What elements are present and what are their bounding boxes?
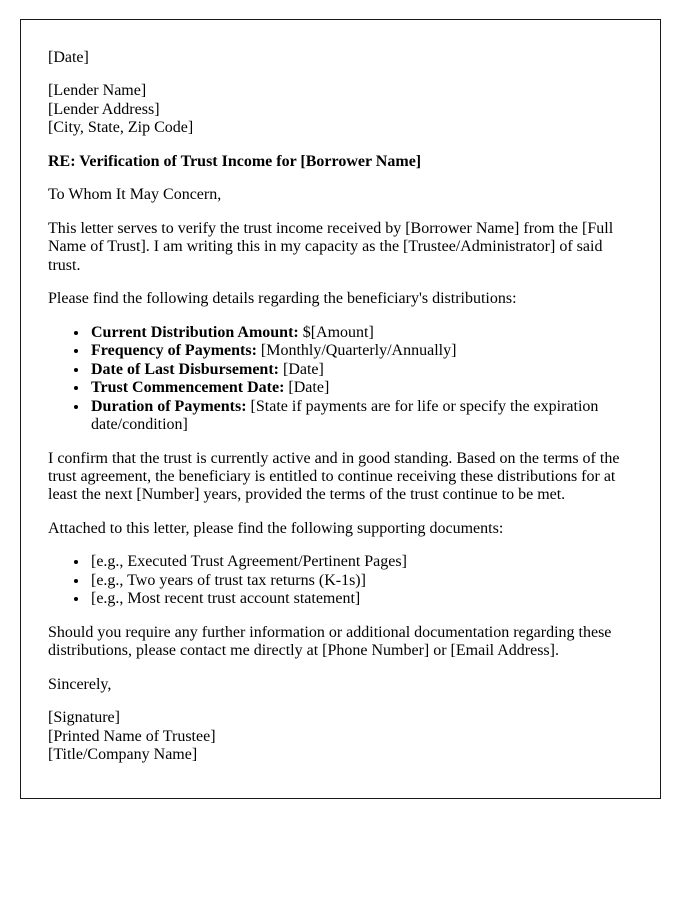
detail-label: Date of Last Disbursement: <box>91 360 279 378</box>
printed-name-line: [Printed Name of Trustee] <box>48 727 216 745</box>
list-item <box>89 553 634 571</box>
closing: Sincerely, <box>48 675 112 693</box>
attachment-item: [e.g., Two years of trust tax returns (K-1s)] <box>91 571 366 589</box>
detail-value: [Monthly/Quarterly/Annually] <box>260 342 457 360</box>
signature-block <box>48 709 634 764</box>
detail-value: [Date] <box>288 379 330 397</box>
detail-value: [Date] <box>282 360 324 378</box>
salutation: To Whom It May Concern, <box>48 186 222 204</box>
attachments-lead: Attached to this letter, please find the following supporting documents: <box>48 519 504 537</box>
recipient-address: [Lender Address] <box>48 100 160 118</box>
date-line: [Date] <box>48 49 89 66</box>
detail-label: Duration of Payments: <box>91 397 247 415</box>
detail-value: $[Amount] <box>302 323 374 341</box>
details-lead: Please find the following details regarding the beneficiary's distributions: <box>48 290 517 308</box>
letter-page <box>20 19 661 799</box>
confirmation-paragraph: I confirm that the trust is currently active and in good standing. Based on the terms of the trust agreement, the beneficiary is entitled to continue receiving these distributions for at least the next [Number] years, provided the terms of the trust continue to be met. <box>48 449 620 504</box>
detail-label: Frequency of Payments: <box>91 342 257 360</box>
detail-value: [State if payments are for life or specify the expiration date/condition] <box>91 397 599 434</box>
contact-paragraph: Should you require any further information or additional documentation regarding these distributions, please contact me directly at [Phone Number] or [Email Address]. <box>48 623 612 660</box>
recipient-address-block <box>48 82 634 137</box>
list-item <box>89 379 634 397</box>
list-item <box>89 590 634 608</box>
list-item <box>89 324 634 342</box>
list-item <box>89 398 634 435</box>
list-item <box>89 361 634 379</box>
recipient-name: [Lender Name] <box>48 82 147 100</box>
detail-label: Trust Commencement Date: <box>91 379 285 397</box>
distribution-details-list <box>48 324 634 435</box>
attachments-list <box>48 553 634 608</box>
title-company-line: [Title/Company Name] <box>48 746 198 764</box>
recipient-city-state-zip: [City, State, Zip Code] <box>48 119 194 137</box>
signature-line: [Signature] <box>48 709 120 727</box>
list-item <box>89 572 634 590</box>
detail-label: Current Distribution Amount: <box>91 323 299 341</box>
subject-line: RE: Verification of Trust Income for [Borrower Name] <box>48 152 422 170</box>
intro-paragraph: This letter serves to verify the trust income received by [Borrower Name] from the [Full Name of Trust]. I am writing this in my capacity as the [Trustee/Administrator] of said trust. <box>48 219 614 274</box>
list-item <box>89 342 634 360</box>
attachment-item: [e.g., Executed Trust Agreement/Pertinent Pages] <box>91 553 407 571</box>
attachment-item: [e.g., Most recent trust account statement] <box>91 590 361 608</box>
